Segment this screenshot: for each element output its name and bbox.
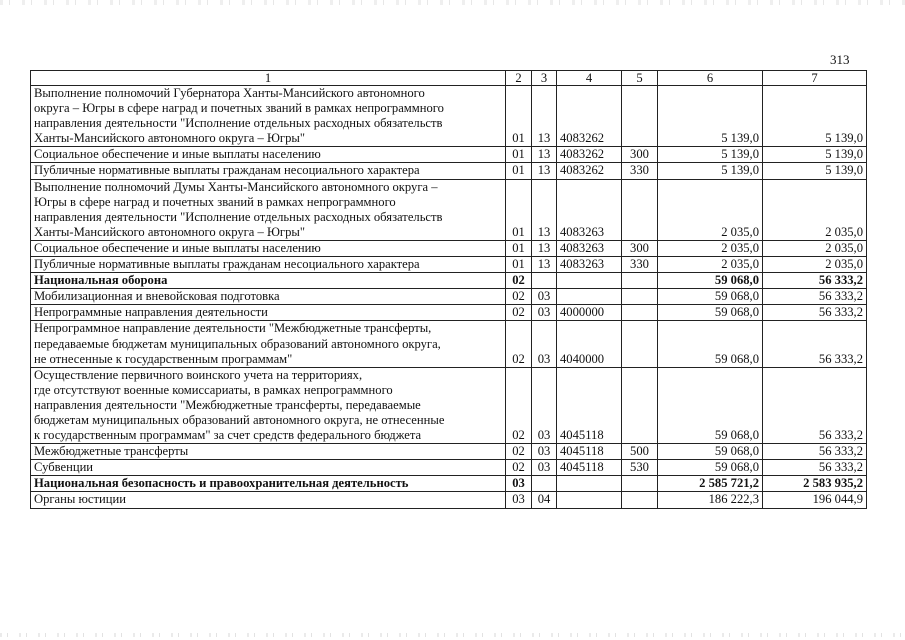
cell-target-article: 4045118 bbox=[557, 367, 622, 443]
table-row bbox=[31, 367, 867, 443]
cell-amount-year1: 2 035,0 bbox=[658, 257, 763, 273]
cell-name: Национальная безопасность и правоохранительная деятельность bbox=[31, 476, 506, 492]
cell-target-article bbox=[557, 492, 622, 508]
cell-subsection bbox=[532, 476, 557, 492]
cell-amount-year1: 5 139,0 bbox=[658, 163, 763, 179]
cell-amount-year1: 2 585 721,2 bbox=[658, 476, 763, 492]
cell-amount-year1: 59 068,0 bbox=[658, 321, 763, 367]
table-row bbox=[31, 179, 867, 240]
cell-expense-type bbox=[622, 321, 658, 367]
cell-name: Непрограммное направление деятельности "Межбюджетные трансферты, передаваемые бюджетам муниципальных образований автономного округа, не отнесенные к государственным программам" bbox=[31, 321, 506, 367]
cell-target-article: 4083263 bbox=[557, 257, 622, 273]
cell-amount-year1: 59 068,0 bbox=[658, 444, 763, 460]
table-row bbox=[31, 476, 867, 492]
cell-amount-year2: 56 333,2 bbox=[763, 289, 867, 305]
cell-amount-year1: 5 139,0 bbox=[658, 86, 763, 147]
cell-target-article bbox=[557, 289, 622, 305]
cell-amount-year1: 2 035,0 bbox=[658, 179, 763, 240]
cell-expense-type bbox=[622, 367, 658, 443]
cell-amount-year2: 56 333,2 bbox=[763, 321, 867, 367]
header-col-2: 2 bbox=[506, 71, 532, 86]
cell-subsection: 03 bbox=[532, 444, 557, 460]
cell-section: 02 bbox=[506, 289, 532, 305]
cell-amount-year2: 5 139,0 bbox=[763, 147, 867, 163]
header-col-4: 4 bbox=[557, 71, 622, 86]
cell-target-article: 4000000 bbox=[557, 305, 622, 321]
scan-artifact-bottom bbox=[0, 633, 905, 637]
cell-amount-year2: 56 333,2 bbox=[763, 273, 867, 289]
cell-subsection: 13 bbox=[532, 163, 557, 179]
cell-expense-type bbox=[622, 289, 658, 305]
cell-subsection: 04 bbox=[532, 492, 557, 508]
cell-section: 02 bbox=[506, 444, 532, 460]
cell-subsection: 13 bbox=[532, 240, 557, 256]
cell-name: Межбюджетные трансферты bbox=[31, 444, 506, 460]
header-col-7: 7 bbox=[763, 71, 867, 86]
cell-amount-year1: 5 139,0 bbox=[658, 147, 763, 163]
cell-subsection: 13 bbox=[532, 257, 557, 273]
cell-name: Осуществление первичного воинского учета на территориях, где отсутствуют военные комиссариаты, в рамках непрограммного направления деятельности "Межбюджетные трансферты, передаваемые бюджетам муниципальных образований автономного округа, не отнесенные к государственным программам" за счет средств федерального бюджета bbox=[31, 367, 506, 443]
cell-subsection: 03 bbox=[532, 460, 557, 476]
cell-name: Публичные нормативные выплаты гражданам несоциального характера bbox=[31, 257, 506, 273]
cell-amount-year1: 2 035,0 bbox=[658, 240, 763, 256]
header-col-5: 5 bbox=[622, 71, 658, 86]
cell-expense-type bbox=[622, 86, 658, 147]
cell-section: 02 bbox=[506, 321, 532, 367]
cell-section: 03 bbox=[506, 476, 532, 492]
cell-target-article bbox=[557, 476, 622, 492]
cell-subsection: 03 bbox=[532, 321, 557, 367]
cell-section: 01 bbox=[506, 86, 532, 147]
cell-amount-year2: 5 139,0 bbox=[763, 163, 867, 179]
cell-expense-type bbox=[622, 179, 658, 240]
cell-subsection: 03 bbox=[532, 289, 557, 305]
cell-expense-type bbox=[622, 476, 658, 492]
cell-expense-type: 500 bbox=[622, 444, 658, 460]
cell-expense-type bbox=[622, 492, 658, 508]
cell-subsection: 13 bbox=[532, 179, 557, 240]
cell-amount-year1: 59 068,0 bbox=[658, 460, 763, 476]
table-row bbox=[31, 257, 867, 273]
cell-expense-type: 300 bbox=[622, 240, 658, 256]
cell-name: Выполнение полномочий Губернатора Ханты-Мансийского автономного округа – Югры в сфере наград и почетных званий в рамках непрограммного направления деятельности "Исполнение отдельных расходных обязательств Ханты-Мансийского автономного округа – Югры" bbox=[31, 86, 506, 147]
cell-name: Публичные нормативные выплаты гражданам несоциального характера bbox=[31, 163, 506, 179]
cell-name: Органы юстиции bbox=[31, 492, 506, 508]
cell-target-article: 4045118 bbox=[557, 460, 622, 476]
cell-subsection: 13 bbox=[532, 86, 557, 147]
cell-target-article: 4045118 bbox=[557, 444, 622, 460]
cell-target-article: 4083262 bbox=[557, 86, 622, 147]
cell-name: Национальная оборона bbox=[31, 273, 506, 289]
cell-section: 01 bbox=[506, 147, 532, 163]
cell-amount-year2: 5 139,0 bbox=[763, 86, 867, 147]
cell-target-article bbox=[557, 273, 622, 289]
cell-amount-year2: 2 583 935,2 bbox=[763, 476, 867, 492]
cell-amount-year1: 59 068,0 bbox=[658, 367, 763, 443]
cell-expense-type: 300 bbox=[622, 147, 658, 163]
cell-amount-year2: 56 333,2 bbox=[763, 305, 867, 321]
cell-amount-year2: 196 044,9 bbox=[763, 492, 867, 508]
cell-name: Мобилизационная и вневойсковая подготовка bbox=[31, 289, 506, 305]
cell-amount-year2: 2 035,0 bbox=[763, 257, 867, 273]
cell-target-article: 4040000 bbox=[557, 321, 622, 367]
header-col-3: 3 bbox=[532, 71, 557, 86]
cell-section: 02 bbox=[506, 367, 532, 443]
cell-section: 01 bbox=[506, 257, 532, 273]
table-row bbox=[31, 460, 867, 476]
cell-expense-type bbox=[622, 305, 658, 321]
table-body bbox=[31, 86, 867, 509]
cell-amount-year2: 2 035,0 bbox=[763, 240, 867, 256]
table-row bbox=[31, 289, 867, 305]
table-row bbox=[31, 444, 867, 460]
cell-expense-type: 530 bbox=[622, 460, 658, 476]
table-row bbox=[31, 273, 867, 289]
header-col-1: 1 bbox=[31, 71, 506, 86]
cell-subsection: 13 bbox=[532, 147, 557, 163]
cell-expense-type: 330 bbox=[622, 163, 658, 179]
table-row bbox=[31, 492, 867, 508]
cell-name: Социальное обеспечение и иные выплаты населению bbox=[31, 240, 506, 256]
table-row bbox=[31, 321, 867, 367]
table-row bbox=[31, 147, 867, 163]
cell-subsection: 03 bbox=[532, 305, 557, 321]
cell-section: 03 bbox=[506, 492, 532, 508]
page-number: 313 bbox=[830, 52, 850, 67]
cell-name: Непрограммные направления деятельности bbox=[31, 305, 506, 321]
table-row bbox=[31, 86, 867, 147]
cell-amount-year1: 59 068,0 bbox=[658, 273, 763, 289]
table-row bbox=[31, 163, 867, 179]
table-row bbox=[31, 240, 867, 256]
cell-amount-year2: 56 333,2 bbox=[763, 367, 867, 443]
cell-section: 02 bbox=[506, 305, 532, 321]
table-header-row bbox=[31, 71, 867, 86]
cell-target-article: 4083263 bbox=[557, 240, 622, 256]
cell-section: 02 bbox=[506, 460, 532, 476]
cell-expense-type: 330 bbox=[622, 257, 658, 273]
cell-name: Выполнение полномочий Думы Ханты-Мансийского автономного округа – Югры в сфере наград и почетных званий в рамках непрограммного направления деятельности "Исполнение отдельных расходных обязательств Ханты-Мансийского автономного округа – Югры" bbox=[31, 179, 506, 240]
cell-name: Субвенции bbox=[31, 460, 506, 476]
cell-target-article: 4083262 bbox=[557, 163, 622, 179]
cell-target-article: 4083263 bbox=[557, 179, 622, 240]
scan-artifact-top bbox=[0, 0, 905, 5]
budget-table bbox=[30, 70, 867, 509]
cell-amount-year2: 2 035,0 bbox=[763, 179, 867, 240]
cell-expense-type bbox=[622, 273, 658, 289]
cell-target-article: 4083262 bbox=[557, 147, 622, 163]
cell-section: 01 bbox=[506, 240, 532, 256]
cell-amount-year2: 56 333,2 bbox=[763, 460, 867, 476]
cell-section: 02 bbox=[506, 273, 532, 289]
cell-subsection bbox=[532, 273, 557, 289]
cell-name: Социальное обеспечение и иные выплаты населению bbox=[31, 147, 506, 163]
cell-amount-year1: 59 068,0 bbox=[658, 289, 763, 305]
cell-amount-year1: 59 068,0 bbox=[658, 305, 763, 321]
header-col-6: 6 bbox=[658, 71, 763, 86]
cell-section: 01 bbox=[506, 179, 532, 240]
cell-amount-year1: 186 222,3 bbox=[658, 492, 763, 508]
table-row bbox=[31, 305, 867, 321]
cell-subsection: 03 bbox=[532, 367, 557, 443]
cell-amount-year2: 56 333,2 bbox=[763, 444, 867, 460]
cell-section: 01 bbox=[506, 163, 532, 179]
